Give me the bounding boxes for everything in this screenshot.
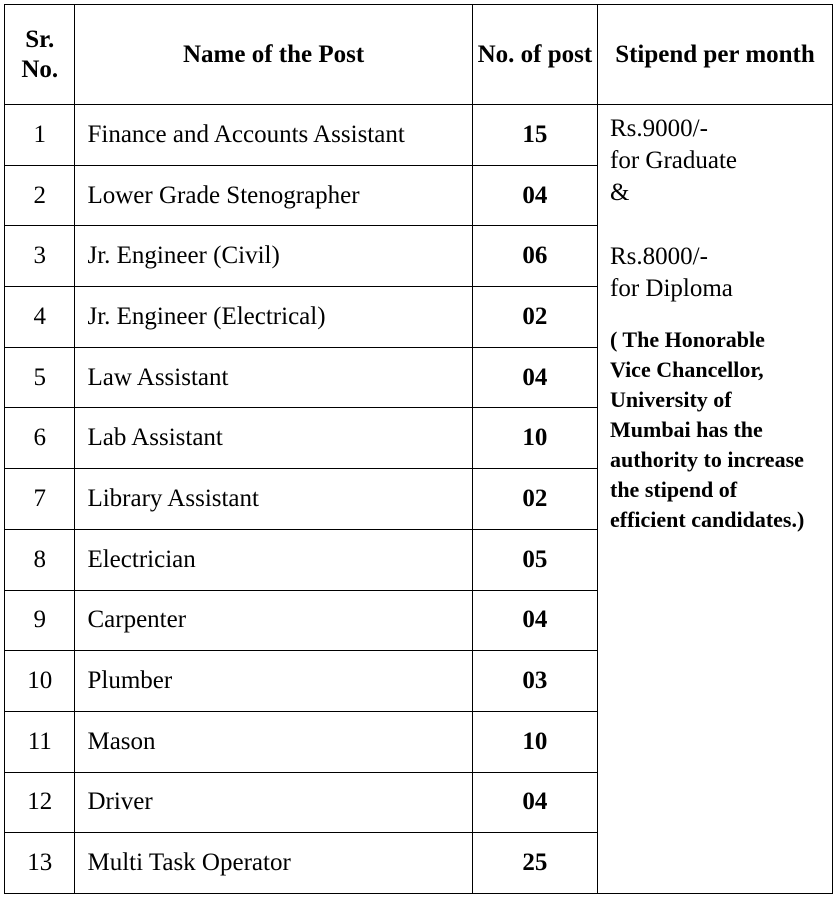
row-post-count: 03 [472, 651, 597, 712]
row-post-name: Multi Task Operator [75, 833, 472, 894]
row-post-count: 04 [472, 347, 597, 408]
row-post-count: 02 [472, 469, 597, 530]
row-post-count: 10 [472, 408, 597, 469]
row-post-count: 04 [472, 590, 597, 651]
row-post-count: 04 [472, 165, 597, 226]
row-post-name: Law Assistant [75, 347, 472, 408]
stipend-note: ( The Honorable Vice Chancellor, University of Mumbai has the authority to increase the stipend of efficient candidates.) [610, 327, 805, 532]
row-post-name: Lower Grade Stenographer [75, 165, 472, 226]
row-post-name: Lab Assistant [75, 408, 472, 469]
row-post-name: Jr. Engineer (Civil) [75, 226, 472, 287]
row-sr-no: 10 [5, 651, 75, 712]
stipend-spacer [610, 209, 832, 241]
header-stipend: Stipend per month [598, 5, 833, 105]
header-post-name: Name of the Post [75, 5, 472, 105]
row-sr-no: 1 [5, 105, 75, 166]
header-sr-no: Sr. No. [5, 5, 75, 105]
header-no-of-post: No. of post [472, 5, 597, 105]
table-body [5, 105, 833, 894]
stipend-diploma-amount: Rs.8000/- [610, 243, 708, 270]
row-sr-no: 2 [5, 165, 75, 226]
row-sr-no: 9 [5, 590, 75, 651]
row-post-count: 02 [472, 287, 597, 348]
row-sr-no: 13 [5, 833, 75, 894]
stipend-cell [598, 105, 833, 894]
table-row [5, 105, 833, 166]
row-post-name: Electrician [75, 529, 472, 590]
row-post-count: 05 [472, 529, 597, 590]
row-post-name: Library Assistant [75, 469, 472, 530]
row-sr-no: 3 [5, 226, 75, 287]
row-post-name: Carpenter [75, 590, 472, 651]
row-post-count: 04 [472, 772, 597, 833]
stipend-graduate-amount: Rs.9000/- [610, 115, 708, 142]
row-sr-no: 6 [5, 408, 75, 469]
row-post-name: Finance and Accounts Assistant [75, 105, 472, 166]
row-sr-no: 11 [5, 711, 75, 772]
row-sr-no: 7 [5, 469, 75, 530]
stipend-diploma-label: for Diploma [610, 275, 733, 302]
row-post-name: Driver [75, 772, 472, 833]
stipend-ampersand: & [610, 179, 630, 206]
stipend-graduate-label: for Graduate [610, 147, 738, 174]
row-post-count: 15 [472, 105, 597, 166]
header-row [5, 5, 833, 105]
row-sr-no: 4 [5, 287, 75, 348]
row-post-count: 10 [472, 711, 597, 772]
row-post-name: Mason [75, 711, 472, 772]
row-sr-no: 5 [5, 347, 75, 408]
row-post-name: Jr. Engineer (Electrical) [75, 287, 472, 348]
posts-table [4, 4, 833, 894]
row-sr-no: 8 [5, 529, 75, 590]
row-sr-no: 12 [5, 772, 75, 833]
row-post-count: 06 [472, 226, 597, 287]
row-post-count: 25 [472, 833, 597, 894]
row-post-name: Plumber [75, 651, 472, 712]
